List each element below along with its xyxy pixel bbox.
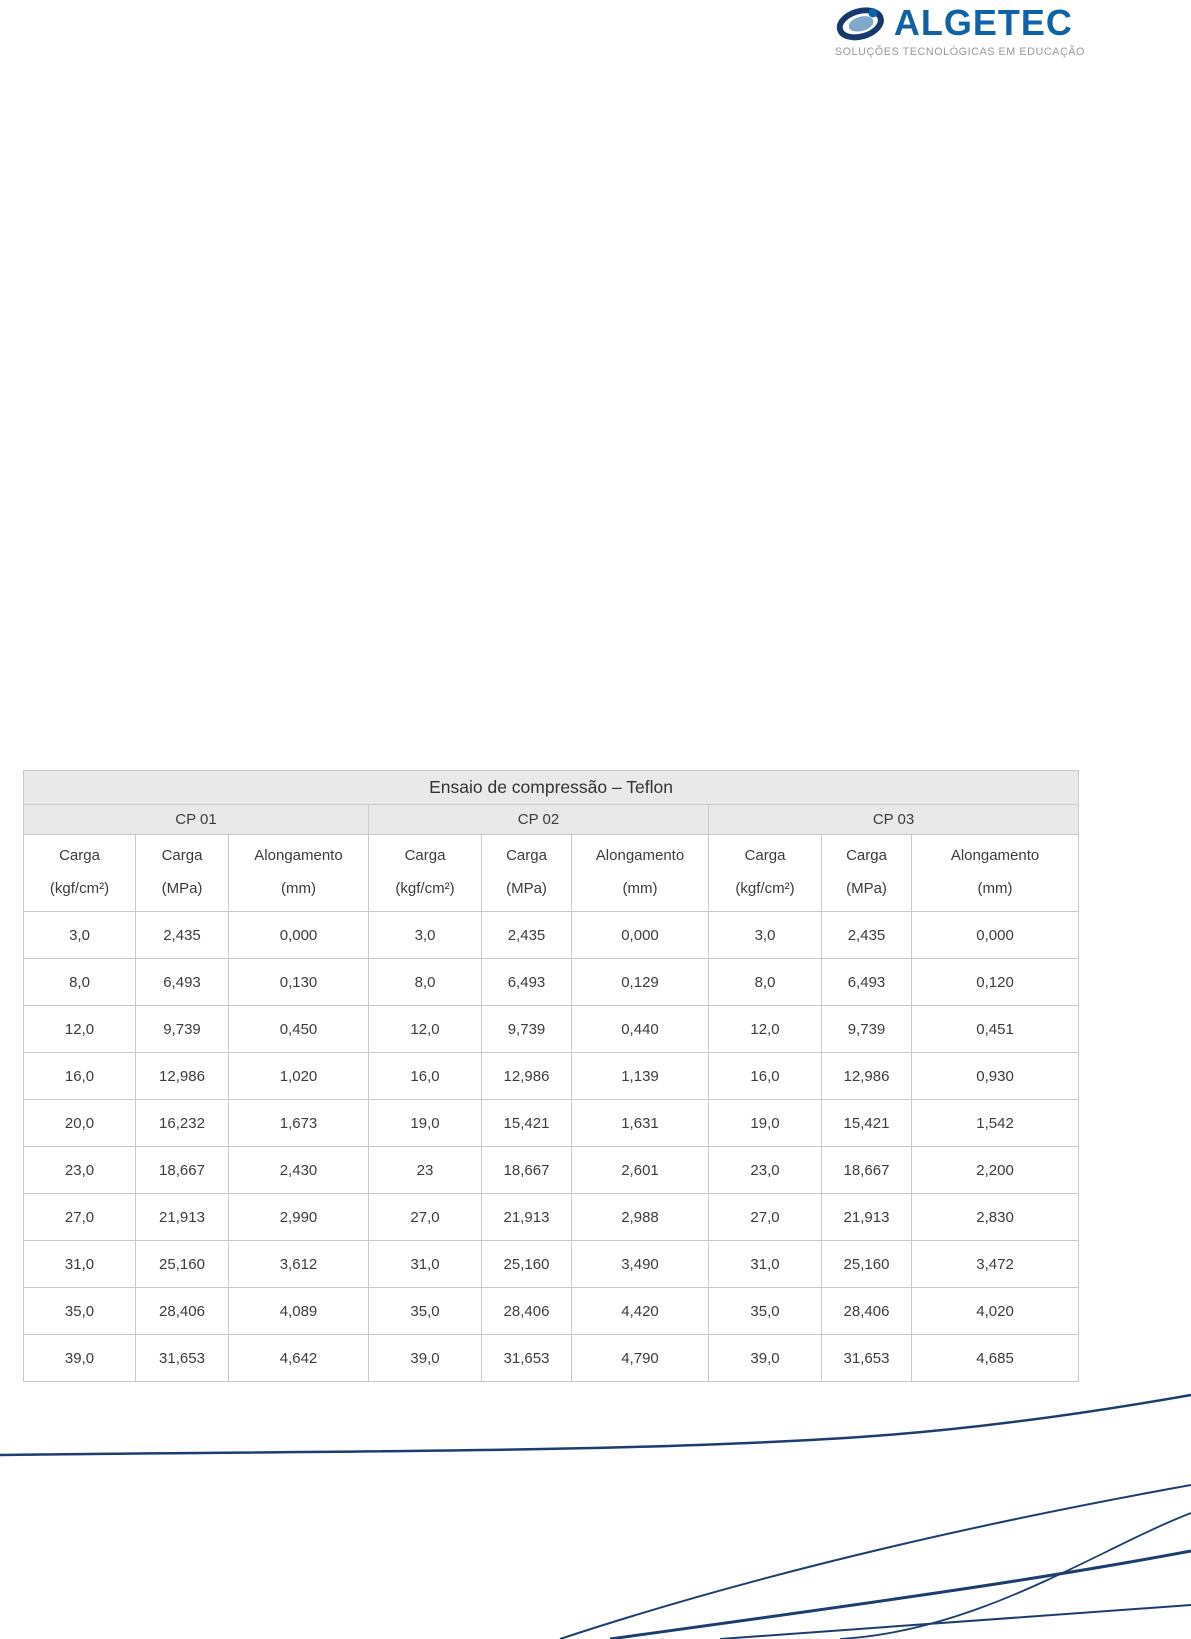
table-cell: 4,685 <box>912 1335 1079 1382</box>
table-cell: 2,435 <box>136 912 229 959</box>
table-cell: 0,120 <box>912 959 1079 1006</box>
table-cell: 12,0 <box>24 1006 136 1053</box>
cp-group-header: CP 01 <box>24 805 369 835</box>
table-row <box>24 1100 1079 1147</box>
column-header: Carga (MPa) <box>822 835 912 912</box>
table-cell: 3,0 <box>24 912 136 959</box>
table-cell: 4,089 <box>229 1288 369 1335</box>
table-cell: 1,631 <box>572 1100 709 1147</box>
table-row <box>24 1194 1079 1241</box>
column-header: Carga (MPa) <box>482 835 572 912</box>
table-cell: 12,986 <box>136 1053 229 1100</box>
brand-name: ALGETEC <box>893 2 1073 43</box>
algetec-logo <box>835 2 1085 58</box>
table-cell: 12,986 <box>822 1053 912 1100</box>
table-cell: 23 <box>369 1147 482 1194</box>
table-cell: 12,986 <box>482 1053 572 1100</box>
table-cell: 19,0 <box>369 1100 482 1147</box>
table-cell: 2,601 <box>572 1147 709 1194</box>
table-cell: 16,0 <box>24 1053 136 1100</box>
table-cell: 8,0 <box>709 959 822 1006</box>
table-cell: 8,0 <box>369 959 482 1006</box>
table-cell: 0,000 <box>572 912 709 959</box>
table-cell: 39,0 <box>369 1335 482 1382</box>
table-cell: 2,830 <box>912 1194 1079 1241</box>
column-header: Carga (MPa) <box>136 835 229 912</box>
cp-group-header: CP 02 <box>369 805 709 835</box>
table-cell: 19,0 <box>709 1100 822 1147</box>
table-cell: 3,490 <box>572 1241 709 1288</box>
table-cell: 1,139 <box>572 1053 709 1100</box>
column-header: Carga (kgf/cm²) <box>709 835 822 912</box>
table-cell: 12,0 <box>369 1006 482 1053</box>
table-cell: 2,435 <box>482 912 572 959</box>
column-header-row <box>24 835 1079 912</box>
table-cell: 1,020 <box>229 1053 369 1100</box>
table-cell: 28,406 <box>136 1288 229 1335</box>
table-cell: 31,0 <box>24 1241 136 1288</box>
table-body <box>24 912 1079 1382</box>
table-cell: 18,667 <box>482 1147 572 1194</box>
column-header: Carga (kgf/cm²) <box>24 835 136 912</box>
cp-header-row <box>24 805 1079 835</box>
table-cell: 4,420 <box>572 1288 709 1335</box>
table-cell: 0,450 <box>229 1006 369 1053</box>
table-cell: 35,0 <box>709 1288 822 1335</box>
table-cell: 0,000 <box>229 912 369 959</box>
table-cell: 3,612 <box>229 1241 369 1288</box>
cp-group-header: CP 03 <box>709 805 1079 835</box>
table-cell: 2,988 <box>572 1194 709 1241</box>
table-cell: 3,472 <box>912 1241 1079 1288</box>
algetec-swoosh-icon <box>835 2 889 44</box>
table-title-row <box>24 771 1079 805</box>
table-cell: 15,421 <box>482 1100 572 1147</box>
table-cell: 31,653 <box>482 1335 572 1382</box>
column-header: Alongamento (mm) <box>572 835 709 912</box>
table-cell: 6,493 <box>482 959 572 1006</box>
table-cell: 31,653 <box>136 1335 229 1382</box>
table-cell: 31,0 <box>369 1241 482 1288</box>
table-cell: 23,0 <box>709 1147 822 1194</box>
table-cell: 39,0 <box>24 1335 136 1382</box>
table-cell: 20,0 <box>24 1100 136 1147</box>
table-cell: 1,673 <box>229 1100 369 1147</box>
table-row <box>24 1006 1079 1053</box>
compression-table <box>23 770 1079 1382</box>
footer-swoosh-art <box>0 1393 1191 1639</box>
table-cell: 2,990 <box>229 1194 369 1241</box>
table-cell: 15,421 <box>822 1100 912 1147</box>
table-row <box>24 1147 1079 1194</box>
column-header: Carga (kgf/cm²) <box>369 835 482 912</box>
table-cell: 16,0 <box>369 1053 482 1100</box>
table-cell: 28,406 <box>822 1288 912 1335</box>
table-cell: 35,0 <box>24 1288 136 1335</box>
brand-tagline: SOLUÇÕES TECNOLÓGICAS EM EDUCAÇÃO <box>834 46 1085 58</box>
table-cell: 23,0 <box>24 1147 136 1194</box>
table-cell: 3,0 <box>369 912 482 959</box>
table-cell: 12,0 <box>709 1006 822 1053</box>
table-cell: 2,200 <box>912 1147 1079 1194</box>
table-cell: 4,790 <box>572 1335 709 1382</box>
table-cell: 3,0 <box>709 912 822 959</box>
column-header: Alongamento (mm) <box>229 835 369 912</box>
table-cell: 4,020 <box>912 1288 1079 1335</box>
table-cell: 2,430 <box>229 1147 369 1194</box>
table-cell: 2,435 <box>822 912 912 959</box>
table-cell: 31,653 <box>822 1335 912 1382</box>
table-cell: 27,0 <box>24 1194 136 1241</box>
table-cell: 21,913 <box>482 1194 572 1241</box>
table-cell: 16,0 <box>709 1053 822 1100</box>
column-header: Alongamento (mm) <box>912 835 1079 912</box>
table-cell: 27,0 <box>369 1194 482 1241</box>
table-cell: 27,0 <box>709 1194 822 1241</box>
table-row <box>24 1053 1079 1100</box>
table-cell: 0,930 <box>912 1053 1079 1100</box>
table-cell: 8,0 <box>24 959 136 1006</box>
table-cell: 6,493 <box>136 959 229 1006</box>
table-cell: 0,451 <box>912 1006 1079 1053</box>
table-cell: 4,642 <box>229 1335 369 1382</box>
table-row <box>24 912 1079 959</box>
table-cell: 1,542 <box>912 1100 1079 1147</box>
table-cell: 0,440 <box>572 1006 709 1053</box>
table-row <box>24 1241 1079 1288</box>
table-cell: 25,160 <box>136 1241 229 1288</box>
table-cell: 25,160 <box>822 1241 912 1288</box>
table-cell: 9,739 <box>822 1006 912 1053</box>
table-title: Ensaio de compressão – Teflon <box>24 771 1079 805</box>
table-cell: 18,667 <box>822 1147 912 1194</box>
table-cell: 31,0 <box>709 1241 822 1288</box>
table-cell: 9,739 <box>136 1006 229 1053</box>
table-cell: 0,000 <box>912 912 1079 959</box>
table-cell: 21,913 <box>136 1194 229 1241</box>
table-cell: 0,130 <box>229 959 369 1006</box>
table-cell: 28,406 <box>482 1288 572 1335</box>
table-cell: 18,667 <box>136 1147 229 1194</box>
table-container <box>23 770 1078 1382</box>
table-cell: 16,232 <box>136 1100 229 1147</box>
table-cell: 9,739 <box>482 1006 572 1053</box>
table-row <box>24 1335 1079 1382</box>
table-row <box>24 1288 1079 1335</box>
table-row <box>24 959 1079 1006</box>
table-cell: 25,160 <box>482 1241 572 1288</box>
table-cell: 39,0 <box>709 1335 822 1382</box>
table-cell: 21,913 <box>822 1194 912 1241</box>
table-cell: 35,0 <box>369 1288 482 1335</box>
table-cell: 6,493 <box>822 959 912 1006</box>
table-cell: 0,129 <box>572 959 709 1006</box>
